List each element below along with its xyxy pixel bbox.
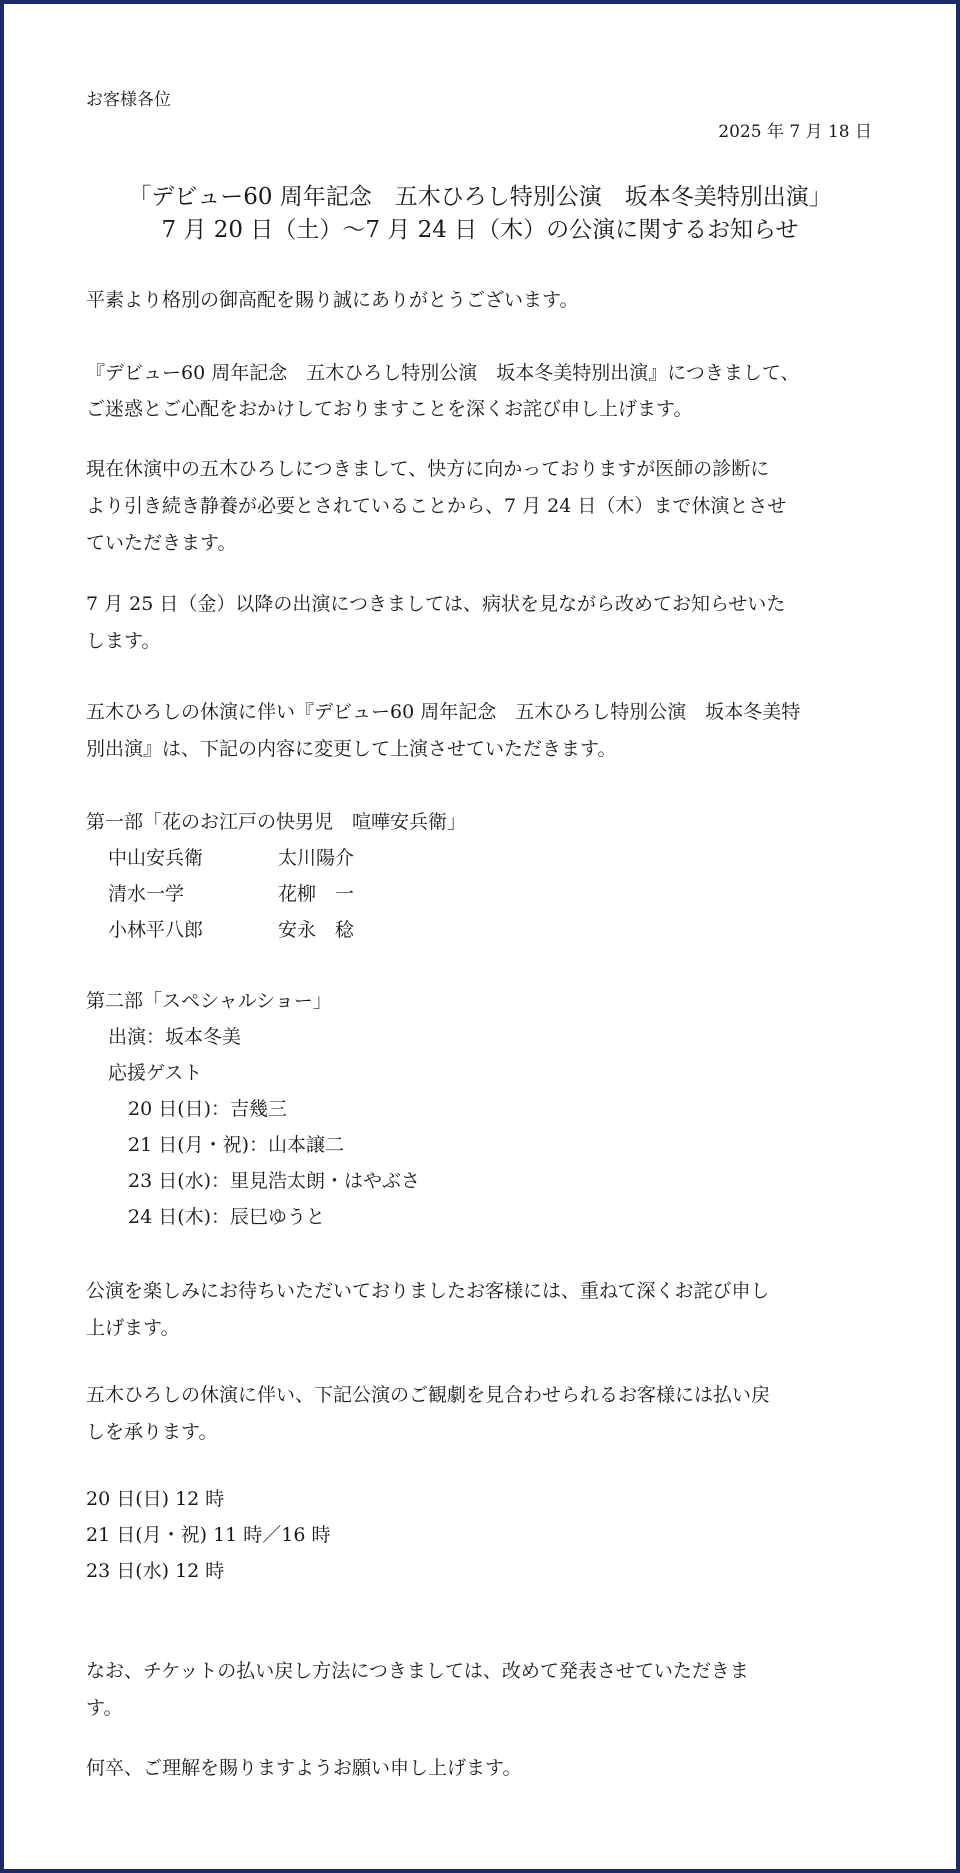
ticket-line-2: す。 (86, 1697, 123, 1719)
refund-date: 23 日(水) 12 時 (86, 1560, 225, 1582)
part1-heading: 第一部「花のお江戸の快男児 喧嘩安兵衛」 (86, 811, 467, 833)
ticket-line-1: なお、チケットの払い戻し方法につきましては、改めて発表させていただきま (86, 1660, 749, 1682)
notice-title-line1: 「デビュー60 周年記念 五木ひろし特別公演 坂本冬美特別出演」 (128, 184, 832, 210)
guest-item: 24 日(木)：辰巳ゆうと (128, 1206, 326, 1228)
cast-actor: 安永 稔 (278, 919, 355, 941)
apology2-line-2: 上げます。 (86, 1317, 180, 1339)
cast-row (108, 876, 354, 913)
refund-date: 20 日(日) 12 時 (86, 1488, 225, 1510)
cast-role: 小林平八郎 (108, 919, 204, 941)
apology-line-1: 『デビュー60 周年記念 五木ひろし特別公演 坂本冬美特別出演』につきまして、 (86, 362, 800, 384)
apology-line-2: ご迷惑とご心配をおかけしておりますことを深くお詫び申し上げます。 (86, 398, 693, 420)
status-line-2: より引き続き静養が必要とされていることから、7 月 24 日（木）まで休演とさせ (86, 495, 787, 517)
cast-row (108, 840, 354, 877)
greeting-text: 平素より格別の御高配を賜り誠にありがとうございます。 (86, 289, 579, 311)
closing-final: 何卒、ご理解を賜りますようお願い申し上げます。 (86, 1757, 522, 1779)
salutation: お客様各位 (86, 90, 171, 110)
part2-performer: 出演：坂本冬美 (108, 1026, 242, 1048)
part2-heading: 第二部「スペシャルショー」 (86, 990, 332, 1012)
cast-actor: 太川陽介 (278, 847, 355, 869)
future-line-1: 7 月 25 日（金）以降の出演につきましては、病状を見ながら改めてお知らせいた (86, 593, 786, 615)
guest-item: 20 日(日)：吉幾三 (128, 1098, 288, 1120)
apology2-line-1: 公演を楽しみにお待ちいただいておりましたお客様には、重ねて深くお詫び申し (86, 1280, 770, 1302)
refund-line-2: しを承ります。 (86, 1421, 218, 1443)
change-line-2: 別出演』は、下記の内容に変更して上演させていただきます。 (86, 738, 617, 760)
change-line-1: 五木ひろしの休演に伴い『デビュー60 周年記念 五木ひろし特別公演 坂本冬美特 (86, 701, 801, 723)
cast-actor: 花柳 一 (278, 883, 355, 905)
cast-role: 中山安兵衛 (108, 847, 204, 869)
status-line-1: 現在休演中の五木ひろしにつきまして、快方に向かっておりますが医師の診断に (86, 458, 770, 480)
guest-item: 21 日(月・祝)：山本譲二 (128, 1134, 345, 1156)
guest-heading: 応援ゲスト (108, 1062, 203, 1084)
guest-item: 23 日(水)：里見浩太朗・はやぶさ (128, 1170, 421, 1192)
future-line-2: します。 (86, 630, 161, 652)
refund-line-1: 五木ひろしの休演に伴い、下記公演のご観劇を見合わせられるお客様には払い戻 (86, 1384, 771, 1406)
notice-date: 2025 年 7 月 18 日 (718, 122, 872, 142)
cast-role: 清水一学 (108, 883, 185, 905)
cast-row (108, 912, 354, 949)
status-line-3: ていただきます。 (86, 532, 237, 554)
refund-date: 21 日(月・祝) 11 時／16 時 (86, 1524, 331, 1546)
notice-title-line2: 7 月 20 日（土）～7 月 24 日（木）の公演に関するお知らせ (161, 217, 799, 243)
